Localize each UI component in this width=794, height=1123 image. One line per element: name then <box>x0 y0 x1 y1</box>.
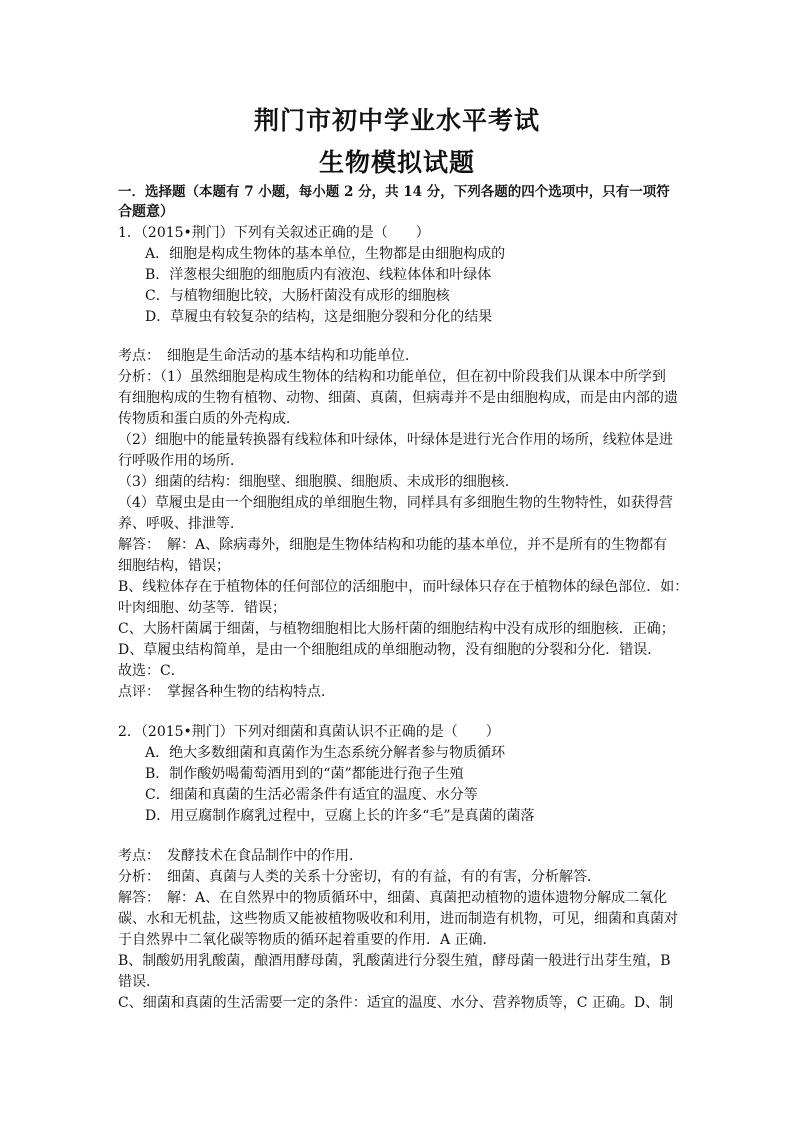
q1-analysis-line: （2）细胞中的能量转换器有线粒体和叶绿体，叶绿体是进行光合作用的场所，线粒体是进 <box>118 432 673 448</box>
q2-analysis-line: 错误． <box>118 974 160 990</box>
q1-analysis-line: 考点： 细胞是生命活动的基本结构和功能单位． <box>118 348 419 364</box>
question-1-option-d: D．草履虫有较复杂的结构，这是细胞分裂和分化的结果 <box>145 309 493 325</box>
q1-analysis-line: （4）草履虫是由一个细胞组成的单细胞生物，同样具有多细胞生物的生物特性，如获得营 <box>118 495 673 511</box>
q2-analysis-line: B、制酸奶用乳酸菌，酿酒用酵母菌，乳酸菌进行分裂生殖，酵母菌一般进行出芽生殖，B <box>118 953 671 969</box>
q1-analysis-line: 解答： 解：A、除病毒外，细胞是生物体结构和功能的基本单位，并不是所有的生物都有 <box>118 537 668 553</box>
q2-analysis-line: C、细菌和真菌的生活需要一定的条件：适宜的温度、水分、营养物质等，C 正确。D、制 <box>118 995 674 1011</box>
section-heading-cont: 合题意） <box>118 204 174 220</box>
q2-analysis-line: 考点： 发酵技术在食品制作中的作用． <box>118 848 363 864</box>
question-2-option-b: B．制作酸奶喝葡萄酒用到的“菌”都能进行孢子生殖 <box>145 766 464 782</box>
q1-analysis-line: 传物质和蛋白质的外壳构成． <box>118 411 300 427</box>
question-2-option-a: A．绝大多数细菌和真菌作为生态系统分解者参与物质循环 <box>145 745 506 761</box>
q1-analysis-line: B、线粒体存在于植物体的任何部位的活细胞中，而叶绿体只存在于植物体的绿色部位．如： <box>118 579 689 595</box>
q1-analysis-line: 分析：（1）虽然细胞是构成生物体的结构和功能单位，但在初中阶段我们从课本中所学到 <box>118 369 666 385</box>
question-1-stem: 1．（2015•荆门）下列有关叙述正确的是（ ） <box>118 225 430 241</box>
q1-analysis-line: 行呼吸作用的场所． <box>118 453 244 469</box>
question-2-option-d: D．用豆腐制作腐乳过程中，豆腐上长的许多“毛”是真菌的菌落 <box>145 808 535 824</box>
q1-analysis-line: 细胞结构，错误； <box>118 558 230 574</box>
section-heading: 一．选择题（本题有 7 小题，每小题 2 分，共 14 分，下列各题的四个选项中，只有一项符 <box>118 184 670 200</box>
exam-title: 荆门市初中学业水平考试 <box>253 106 540 135</box>
q2-analysis-line: 分析： 细菌、真菌与人类的关系十分密切，有的有益，有的有害，分析解答． <box>118 869 601 885</box>
q1-analysis-line: （3）细菌的结构：细胞壁、细胞膜、细胞质、未成形的细胞核． <box>118 474 519 490</box>
q2-analysis-line: 碳、水和无机盐，这些物质又能被植物吸收和利用，进而制造有机物，可见，细菌和真菌对 <box>118 911 678 927</box>
question-2-stem: 2．（2015•荆门）下列对细菌和真菌认识不正确的是（ ） <box>118 724 500 740</box>
question-1-option-a: A．细胞是构成生物体的基本单位，生物都是由细胞构成的 <box>145 246 506 262</box>
q2-analysis-line: 解答： 解：A、在自然界中的物质循环中，细菌、真菌把动植物的遗体遗物分解成二氧化 <box>118 890 668 906</box>
q1-analysis-line: 叶肉细胞、幼茎等．错误； <box>118 600 286 616</box>
q1-analysis-line: 有细胞构成的生物有植物、动物、细菌、真菌，但病毒并不是由细胞构成，而是由内部的遗 <box>118 390 678 406</box>
q1-analysis-line: 养、呼吸、排泄等． <box>118 516 244 532</box>
q2-analysis-line: 于自然界中二氧化碳等物质的循环起着重要的作用．A 正确． <box>118 932 497 948</box>
question-1-option-b: B．洋葱根尖细胞的细胞质内有液泡、线粒体体和叶绿体 <box>145 267 492 283</box>
q1-analysis-line: D、草履虫结构简单，是由一个细胞组成的单细胞动物，没有细胞的分裂和分化．错误． <box>118 642 662 658</box>
question-1-option-c: C．与植物细胞比较，大肠杆菌没有成形的细胞核 <box>145 288 450 304</box>
exam-subtitle: 生物模拟试题 <box>318 148 475 177</box>
q1-comment-line: 点评： 掌握各种生物的结构特点． <box>118 684 335 700</box>
q1-answer-line: 故选：C． <box>118 663 185 679</box>
question-2-option-c: C．细菌和真菌的生活必需条件有适宜的温度、水分等 <box>145 787 478 803</box>
q1-analysis-line: C、大肠杆菌属于细菌，与植物细胞相比大肠杆菌的细胞结构中没有成形的细胞核．正确； <box>118 621 675 637</box>
